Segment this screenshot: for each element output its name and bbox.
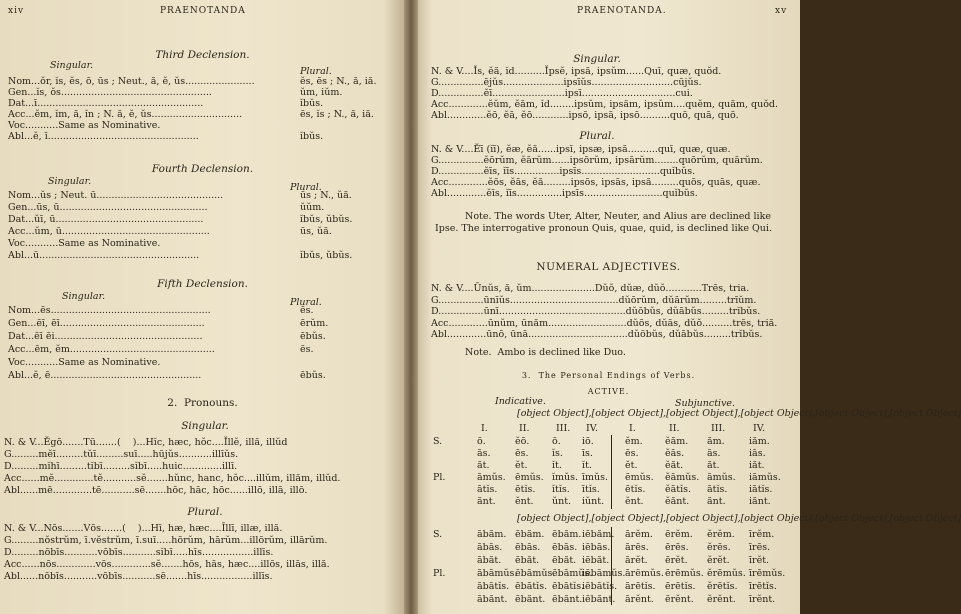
plural-ending: ĭbŭs. [300, 98, 324, 109]
verb-ending: ēbās. [515, 542, 541, 553]
verb-ending: iēbăm. [582, 529, 615, 540]
plural-ending: ēbŭs. [300, 331, 326, 342]
verb-ending: iāmŭs. [749, 472, 781, 483]
declension-row: Abl...ĕ, ē.................................................. [8, 370, 202, 381]
verb-ending: ĭt. [552, 460, 562, 471]
table-row: D...............ĕī........................ipsī...............................cui. [431, 88, 693, 99]
ipse-plural-label: Plural. [579, 130, 615, 142]
verb-ending: ĕrēmŭs. [707, 568, 746, 579]
verb-ending: ātĭs. [707, 484, 728, 495]
verb-ending: ĭt. [582, 460, 592, 471]
verb-ending: ēbăt. [515, 555, 540, 566]
verb-ending: ĕrĕm. [707, 529, 735, 540]
table-row: Acc.............ĕŭm, ĕăm, ĭd........ipsŭm, ipsăm, ipsŭm....quĕm, quăm, quŏd. [431, 99, 779, 110]
verb-ending: ēbāmŭs. [552, 568, 593, 579]
plural-ending: ūs, ŭă. [300, 226, 332, 237]
plural-ending: ēs. [300, 305, 314, 316]
plural-ending: ĭbŭs, ŭbŭs. [300, 250, 353, 261]
declension-row: Voc...........Same as Nominative. [8, 238, 161, 249]
plural-ending: ēbŭs. [300, 370, 326, 381]
verb-ending: ābās. [477, 542, 503, 553]
conjugation-heading: II. [519, 423, 530, 434]
verb-ending: īrĕt. [749, 555, 770, 566]
verb-ending: ērētĭs. [665, 581, 696, 592]
verb-ending: ērēmŭs. [665, 568, 704, 579]
verb-ending: ēs. [515, 448, 529, 459]
personal-endings-title: 3. The Personal Endings of Verbs. [521, 371, 696, 380]
declension-row: Acc...ēm, ĕm................................................ [8, 344, 215, 355]
verb-ending: ĭmŭs. [552, 472, 579, 483]
verb-ending: ās. [477, 448, 491, 459]
declension-row: Nom...ēs..................................................... [8, 305, 211, 316]
active-label: ACTIVE. [587, 387, 630, 396]
declension-row: Abl...ū..................................................... [8, 250, 200, 261]
fifth-plural-label: Plural. [290, 297, 322, 308]
table-row: D...............ĕīs, ĭīs...............ipsīs..........................quĭbŭs. [431, 166, 696, 177]
verb-ending: ēbăm. [552, 529, 582, 540]
conjugation-heading: II. [669, 423, 680, 434]
plural-ending: ērŭm. [300, 318, 329, 329]
verb-ending: ēbăt. [552, 555, 577, 566]
verb-ending: īrēs. [749, 542, 771, 553]
declension-row: Dat...ī....................................................... [8, 98, 204, 109]
verb-ending: ās. [707, 448, 721, 459]
ambo-note: Note. Ambo is declined like Duo. [465, 347, 626, 358]
verb-ending: iăt. [749, 460, 765, 471]
imperfect-label: [object Object],[object Object],[object Object],[object Object],[object Object],[object Object] [517, 513, 961, 524]
page-number-right: xv [775, 6, 788, 16]
verb-ending: ārĕm. [625, 529, 653, 540]
verb-ending: ēmŭs. [625, 472, 654, 483]
verb-ending: ăt. [707, 460, 720, 471]
table-row: N. & V....Ūnŭs, ă, ŭm.....................Dŭŏ, dŭæ, dŭŏ............Trēs, tria. [431, 283, 750, 294]
verb-ending: āmŭs. [477, 472, 506, 483]
verb-ending: ĕt. [625, 460, 638, 471]
verb-ending: iēbăt. [582, 555, 610, 566]
verb-ending: iēbātĭs. [582, 581, 618, 592]
declension-row: Acc...ĕm, ĭm, ă, ĭn ; N. ă, ĕ, ŭs.............................. [8, 109, 243, 120]
number-label: S. [433, 436, 443, 447]
table-row: Acc......mĕ.............tĕ...........sĕ.......hŭnc, hanc, hŏc....illŭm, illăm, illŭd. [4, 473, 341, 484]
pronouns-plural-label: Plural. [187, 506, 223, 518]
verb-ending: ārĕnt. [625, 594, 654, 605]
verb-ending: īrēmŭs. [749, 568, 786, 579]
right-page [417, 0, 961, 614]
verb-ending: ārēmŭs. [625, 568, 664, 579]
verb-ending: ēs. [625, 448, 639, 459]
verb-ending: ērĕt. [665, 555, 688, 566]
number-label: Pl. [433, 568, 446, 579]
third-singular-label: Singular. [50, 60, 94, 71]
verb-ending: ērĕm. [665, 529, 693, 540]
verb-ending: ābăm. [477, 529, 507, 540]
fifth-declension-title: Fifth Declension. [157, 278, 248, 290]
table-row: Abl.............ĕīs, ĭīs...............ipsīs..........................quĭbŭs. [431, 188, 698, 199]
plural-ending: ēs, ĭs ; N., ă, iă. [300, 109, 374, 120]
verb-ending: ăt. [477, 460, 490, 471]
verb-ending: ănt. [707, 496, 726, 507]
plural-ending: ĭbŭs, ŭbŭs. [300, 214, 353, 225]
running-header-left: PRAENOTANDA [160, 6, 246, 16]
fourth-plural-label: Plural. [290, 182, 322, 193]
verb-ending: ĕt. [515, 460, 528, 471]
verb-ending: ĕātĭs. [665, 484, 692, 495]
verb-ending: ĕrēs. [707, 542, 731, 553]
verb-ending: ăm. [707, 436, 725, 447]
table-row: D.........mĭhī.........tĭbī.........sĭbī.....huic.............illī. [4, 461, 238, 472]
table-row: G.........nŏstrŭm, ī.vĕstrŭm, ī.suī.....hōrŭm, hārŭm...illōrŭm, illārŭm. [4, 535, 328, 546]
plural-ending: ŭm, iŭm. [300, 87, 343, 98]
verb-ending: īrētĭs. [749, 581, 777, 592]
conjugation-heading: IV. [753, 423, 765, 434]
fourth-singular-label: Singular. [48, 176, 92, 187]
verb-ending: iō. [582, 436, 594, 447]
verb-ending: ō. [552, 436, 561, 447]
verb-ending: ĭs. [552, 448, 563, 459]
verb-ending: ābăt. [477, 555, 502, 566]
table-row: N. & V...Ĕgō.......Tū.......( )...Hĭc, hæc, hŏc....Ĭllĕ, illă, illŭd [4, 437, 288, 448]
verb-ending: iās. [749, 448, 766, 459]
declension-row: Dat...ŭī, ū................................................. [8, 214, 204, 225]
verb-ending: iăm. [749, 436, 770, 447]
number-label: Pl. [433, 472, 446, 483]
table-row: G...............ējŭs....................ipsīŭs...........................cūjŭs. [431, 77, 702, 88]
indicative-label: Indicative. [495, 396, 546, 407]
verb-ending: ĕrĕnt. [707, 594, 736, 605]
verb-ending: ēbās. [552, 542, 578, 553]
verb-ending: ārĕt. [625, 555, 648, 566]
verb-ending: ĕăm. [665, 436, 689, 447]
conjugation-heading: I. [481, 423, 488, 434]
verb-ending: iŭnt. [582, 496, 605, 507]
present-divider [611, 435, 612, 509]
verb-ending: ēbātĭs. [515, 581, 548, 592]
fourth-declension-title: Fourth Declension. [151, 163, 254, 175]
verb-ending: iănt. [749, 496, 771, 507]
plural-ending: ŭŭm. [300, 202, 325, 213]
declension-row: Nom...ŭs ; Neut. ū.......................................... [8, 190, 224, 201]
table-row: N. & V....Ĕī (ĭī), ĕæ, ĕă......ipsī, ipsæ, ipsă..........quī, quæ, quæ. [431, 144, 731, 155]
verb-ending: iēbās. [582, 542, 611, 553]
verb-ending: ĕăt. [665, 460, 684, 471]
verb-ending: iātĭs. [749, 484, 773, 495]
verb-ending: ēbănt. [515, 594, 546, 605]
declension-row: Dat...ēī ēi................................................. [8, 331, 203, 342]
conjugation-heading: IV. [586, 423, 598, 434]
declension-row: Voc...........Same as Nominative. [8, 120, 161, 131]
verb-ending: īrĕm. [749, 529, 775, 540]
verb-ending: ītĭs. [582, 484, 600, 495]
numeral-adjectives-title: NUMERAL ADJECTIVES. [536, 261, 681, 273]
verb-ending: iēbănt. [582, 594, 616, 605]
table-row: Abl.............ĕō, ĕā, ĕō............ipsō, ipsā, ipsō..........quō, quā, quō. [431, 110, 739, 121]
table-row: G...............ĕōrŭm, ĕārŭm......ipsōrŭm, ipsārŭm........quōrŭm, quārŭm. [431, 155, 763, 166]
conjugation-heading: III. [711, 423, 726, 434]
verb-ending: ēbātĭs. [552, 581, 585, 592]
left-page [0, 0, 405, 614]
verb-ending: īrĕnt. [749, 594, 776, 605]
declension-row: Nom...ŏr, ĭs, ĕs, ō, ūs ; Neut., ă, ĕ, ŭs....................... [8, 76, 255, 87]
verb-ending: āmŭs. [707, 472, 736, 483]
table-row: Abl......mē.............tē...........sē.......hōc, hāc, hōc......illō, illā, illō. [4, 485, 308, 496]
verb-ending: ēbăm. [515, 529, 545, 540]
book-gutter [404, 0, 418, 614]
verb-ending: ănt. [477, 496, 496, 507]
verb-ending: ābātĭs. [477, 581, 510, 592]
verb-ending: ĕrĕt. [707, 555, 730, 566]
page-number-left: xiv [8, 6, 25, 16]
verb-ending: ō. [477, 436, 486, 447]
table-row: N. & V....Ĭs, ĕă, ĭd..........Ĭpsĕ, ipsă, ipsŭm......Quī, quæ, quŏd. [431, 66, 722, 77]
verb-ending: ēbāmŭs. [515, 568, 556, 579]
pronouns-title: 2. Pronouns. [167, 397, 238, 409]
verb-ending: ĕănt. [665, 496, 690, 507]
plural-ending: ĕs, ēs ; N., ă, iă. [300, 76, 377, 87]
fifth-singular-label: Singular. [62, 291, 106, 302]
verb-ending: ŭnt. [552, 496, 572, 507]
verb-ending: ātĭs. [477, 484, 498, 495]
third-declension-title: Third Declension. [155, 49, 250, 61]
present-label: [object Object],[object Object],[object Object],[object Object],[object Object],[object Object] [517, 408, 961, 419]
plural-ending: ĭbŭs. [300, 131, 324, 142]
table-row: N. & V...Nōs.......Vōs.......( )...Hī, hæ, hæc....Īllī, illæ, illă. [4, 523, 283, 534]
verb-ending: ĕās. [665, 448, 685, 459]
table-row: Abl.............ūnō, ūnā.................................dŭōbŭs, dŭābŭs.........trĭbŭs. [431, 329, 763, 340]
number-label: S. [433, 529, 443, 540]
conjugation-heading: I. [629, 423, 636, 434]
verb-ending: iēbāmŭs. [582, 568, 626, 579]
verb-ending: ēbănt. [552, 594, 583, 605]
verb-ending: ērēs. [665, 542, 689, 553]
verb-ending: ĕāmŭs. [665, 472, 700, 483]
table-row: Acc.............ĕōs, ĕās, ĕă.........ipsōs, ipsās, ipsă.........quōs, quās, quæ. [431, 177, 761, 188]
subjunctive-label: Subjunctive. [675, 398, 736, 409]
verb-ending: īs. [582, 448, 593, 459]
verb-ending: ābāmŭs. [477, 568, 518, 579]
ipse-singular-label: Singular. [573, 53, 621, 65]
declension-row: Voc...........Same as Nominative. [8, 357, 161, 368]
third-plural-label: Plural. [300, 66, 332, 77]
running-header-right: PRAENOTANDA. [577, 6, 667, 16]
verb-ending: ĕnt. [515, 496, 534, 507]
verb-ending: ētĭs. [625, 484, 646, 495]
verb-ending: ĭtĭs. [552, 484, 570, 495]
declension-row: Gen...ĭs, ŏs.................................................. [8, 87, 212, 98]
verb-ending: ābănt. [477, 594, 508, 605]
declension-row: Gen...ūs, ū................................................. [8, 202, 208, 213]
verb-ending: ĕnt. [625, 496, 644, 507]
declension-row: Gen...ēī, ēī................................................ [8, 318, 205, 329]
pronouns-singular-label: Singular. [181, 420, 229, 432]
conjugation-heading: III. [556, 423, 571, 434]
verb-ending: ētĭs. [515, 484, 536, 495]
verb-ending: ĕō. [515, 436, 530, 447]
table-row: D...............ūnī..........................................dŭōbŭs, dŭābŭs.........trĭbŭs. [431, 306, 761, 317]
verb-ending: ĕm. [625, 436, 643, 447]
verb-ending: ērĕnt. [665, 594, 694, 605]
table-row: D.........nōbīs...........vōbīs...........sĭbī.....hīs.................illīs. [4, 547, 274, 558]
verb-ending: ĕrētĭs. [707, 581, 738, 592]
verb-ending: īmŭs. [582, 472, 609, 483]
ipse-note: Note. The words Uter, Alter, Neuter, and Alius are declined like Ipse. The interrogative pronoun Quis, quae, quid, is declined like Qui. [435, 211, 772, 234]
table-row: G.........mĕī.........tŭī.........suī.....hūjŭs...........illīŭs. [4, 449, 239, 460]
verb-ending: ārēs. [625, 542, 649, 553]
table-row: G...............ūnīŭs....................................dŭōrŭm, dŭārŭm.........trīŭm. [431, 294, 757, 306]
declension-row: Acc...ŭm, ū................................................. [8, 226, 210, 237]
table-row: Acc.............ūnŭm, ūnăm..........................dŭōs, dŭās, dŭŏ..........trēs, triă. [431, 317, 778, 329]
declension-row: Abl...ĕ, ī.................................................. [8, 131, 199, 142]
verb-ending: ēmŭs. [515, 472, 544, 483]
plural-ending: ūs ; N., ŭă. [300, 190, 352, 201]
plural-ending: ēs. [300, 344, 314, 355]
table-row: Abl......nōbīs...........vōbīs...........sē.......hīs.................illīs. [4, 571, 273, 582]
table-row: Acc......nōs.............vōs.............sĕ.......hōs, hās, hæc....illōs, illās, illă. [4, 559, 330, 570]
verb-ending: ārētĭs. [625, 581, 656, 592]
